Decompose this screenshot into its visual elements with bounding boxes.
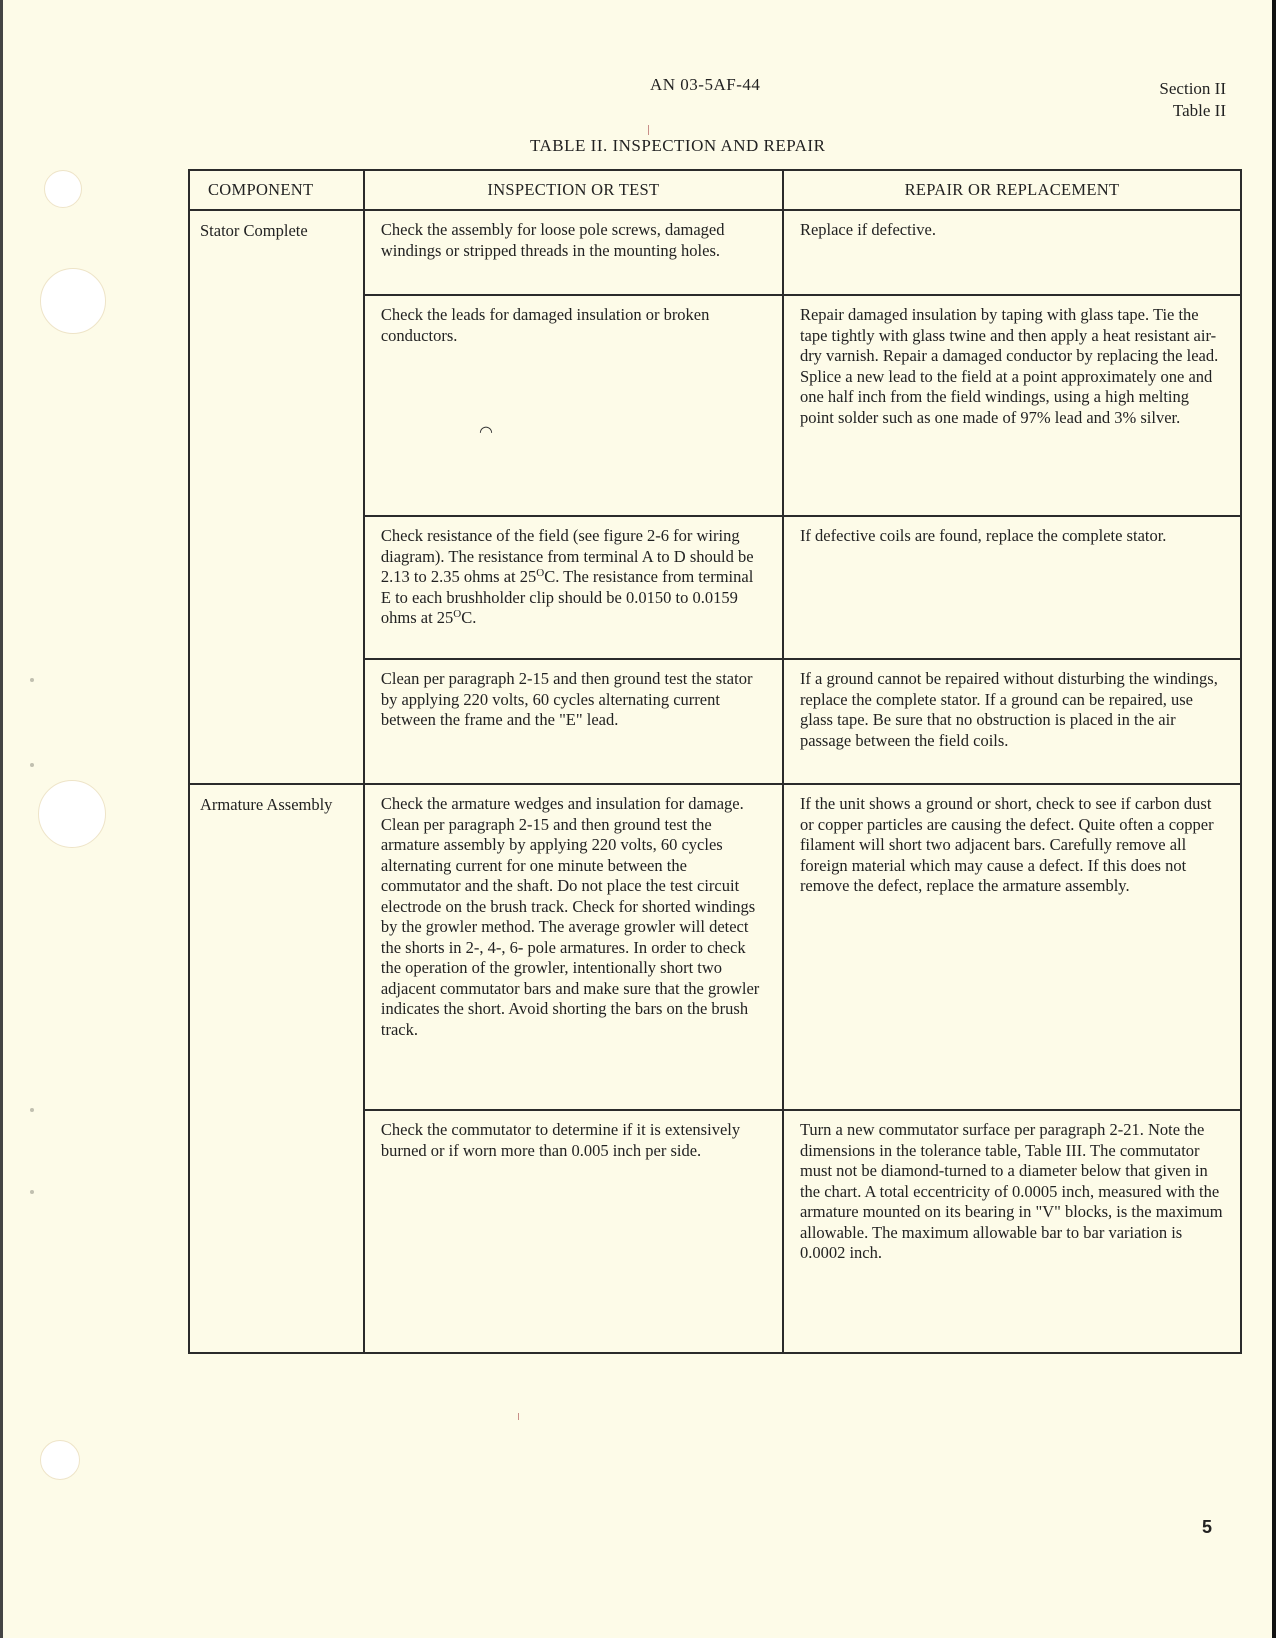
- repair-cell: If the unit shows a ground or short, check to see if carbon dust or copper particles are causing the defect. Quite often a copper filament will short two adjacent bars. Carefully remove all foreign material which may cause a defect. If this does not remove the defect, replace the armature assembly.: [783, 784, 1241, 1110]
- pen-mark: [648, 125, 649, 135]
- column-header-component: COMPONENT: [189, 170, 364, 210]
- inspection-cell: Check the assembly for loose pole screws, damaged windings or stripped threads in the mounting holes.: [364, 210, 783, 295]
- margin-smudge: [30, 678, 34, 682]
- repair-cell: Replace if defective.: [783, 210, 1241, 295]
- table-header-row: [189, 170, 1241, 210]
- inspection-text: C.: [461, 608, 477, 627]
- page-edge-left: [0, 0, 3, 1638]
- binder-hole-2: [40, 268, 106, 334]
- table-reference-label: Table II: [1172, 101, 1226, 120]
- inspection-cell: Check the armature wedges and insulation for damage. Clean per paragraph 2-15 and then ground test the armature assembly by applying 220 volts, 60 cycles alternating current for one minute between the commutator and the shaft. Do not place the test circuit electrode on the brush track. Check for shorted windings by the growler method. The average growler will detect the shorts in 2-, 4-, 6- pole armatures. In order to check the operation of the growler, intentionally short two adjacent commutator bars and make sure that the growler indicates the short. Avoid shorting the bars on the brush track.: [364, 784, 783, 1110]
- degree-symbol: O: [536, 567, 545, 579]
- section-reference: [1159, 78, 1226, 122]
- pen-mark: [518, 1413, 519, 1420]
- component-cell: Stator Complete: [189, 210, 364, 784]
- margin-smudge: [30, 1108, 34, 1112]
- page-edge-right: [1272, 0, 1276, 1638]
- component-cell: Armature Assembly: [189, 784, 364, 1353]
- column-header-inspection: INSPECTION OR TEST: [364, 170, 783, 210]
- table-title: TABLE II. INSPECTION AND REPAIR: [530, 136, 826, 155]
- table-row: [189, 784, 1241, 1110]
- page-number: 5: [1201, 1517, 1212, 1537]
- repair-cell: Turn a new commutator surface per paragraph 2-21. Note the dimensions in the tolerance table, Table III. The commutator must not be diamond-turned to a diameter below that given in the chart. A total eccentricity of 0.0005 inch, measured with the armature mounted on its bearing in "V" blocks, is the maximum allowable. The maximum allowable bar to bar variation is 0.0002 inch.: [783, 1110, 1241, 1353]
- repair-cell: If a ground cannot be repaired without disturbing the windings, replace the complete stator. If a ground can be repaired, use glass tape. Be sure that no obstruction is placed in the air passage between the field coils.: [783, 659, 1241, 784]
- repair-cell: Repair damaged insulation by taping with glass tape. Tie the tape tightly with glass twine and then apply a heat resistant air-dry varnish. Repair a damaged conductor by replacing the lead. Splice a new lead to the field at a point approximately one and one half inch from the field windings, using a high melting point solder such as one made of 97% lead and 3% silver.: [783, 295, 1241, 516]
- binder-hole-4: [40, 1440, 80, 1480]
- repair-cell: If defective coils are found, replace the complete stator.: [783, 516, 1241, 659]
- inspection-cell: [364, 516, 783, 659]
- section-label: Section II: [1159, 79, 1226, 98]
- inspection-text: Check resistance of the field (see figure 2-6 for wiring diagram). The resistance from terminal A to D should be 2.13 to 2.35 ohms at 25: [380, 526, 754, 586]
- inspection-repair-table: [188, 169, 1242, 1354]
- stray-mark: ◠: [479, 424, 493, 441]
- margin-smudge: [30, 1190, 34, 1194]
- inspection-cell: Check the leads for damaged insulation or broken conductors.: [364, 295, 783, 516]
- inspection-text: C. The resistance from terminal E to each brushholder clip should be 0.0150 to 0.0159 ohms at 25: [380, 567, 754, 627]
- inspection-cell: Clean per paragraph 2-15 and then ground test the stator by applying 220 volts, 60 cycles alternating current between the frame and the "E" lead.: [364, 659, 783, 784]
- margin-smudge: [30, 763, 34, 767]
- binder-hole-1: [44, 170, 82, 208]
- binder-hole-3: [38, 780, 106, 848]
- table-row: [189, 210, 1241, 295]
- document-code: AN 03-5AF-44: [650, 75, 761, 94]
- column-header-repair: REPAIR OR REPLACEMENT: [783, 170, 1241, 210]
- inspection-cell: Check the commutator to determine if it is extensively burned or if worn more than 0.005 inch per side.: [364, 1110, 783, 1353]
- degree-symbol: O: [453, 608, 462, 620]
